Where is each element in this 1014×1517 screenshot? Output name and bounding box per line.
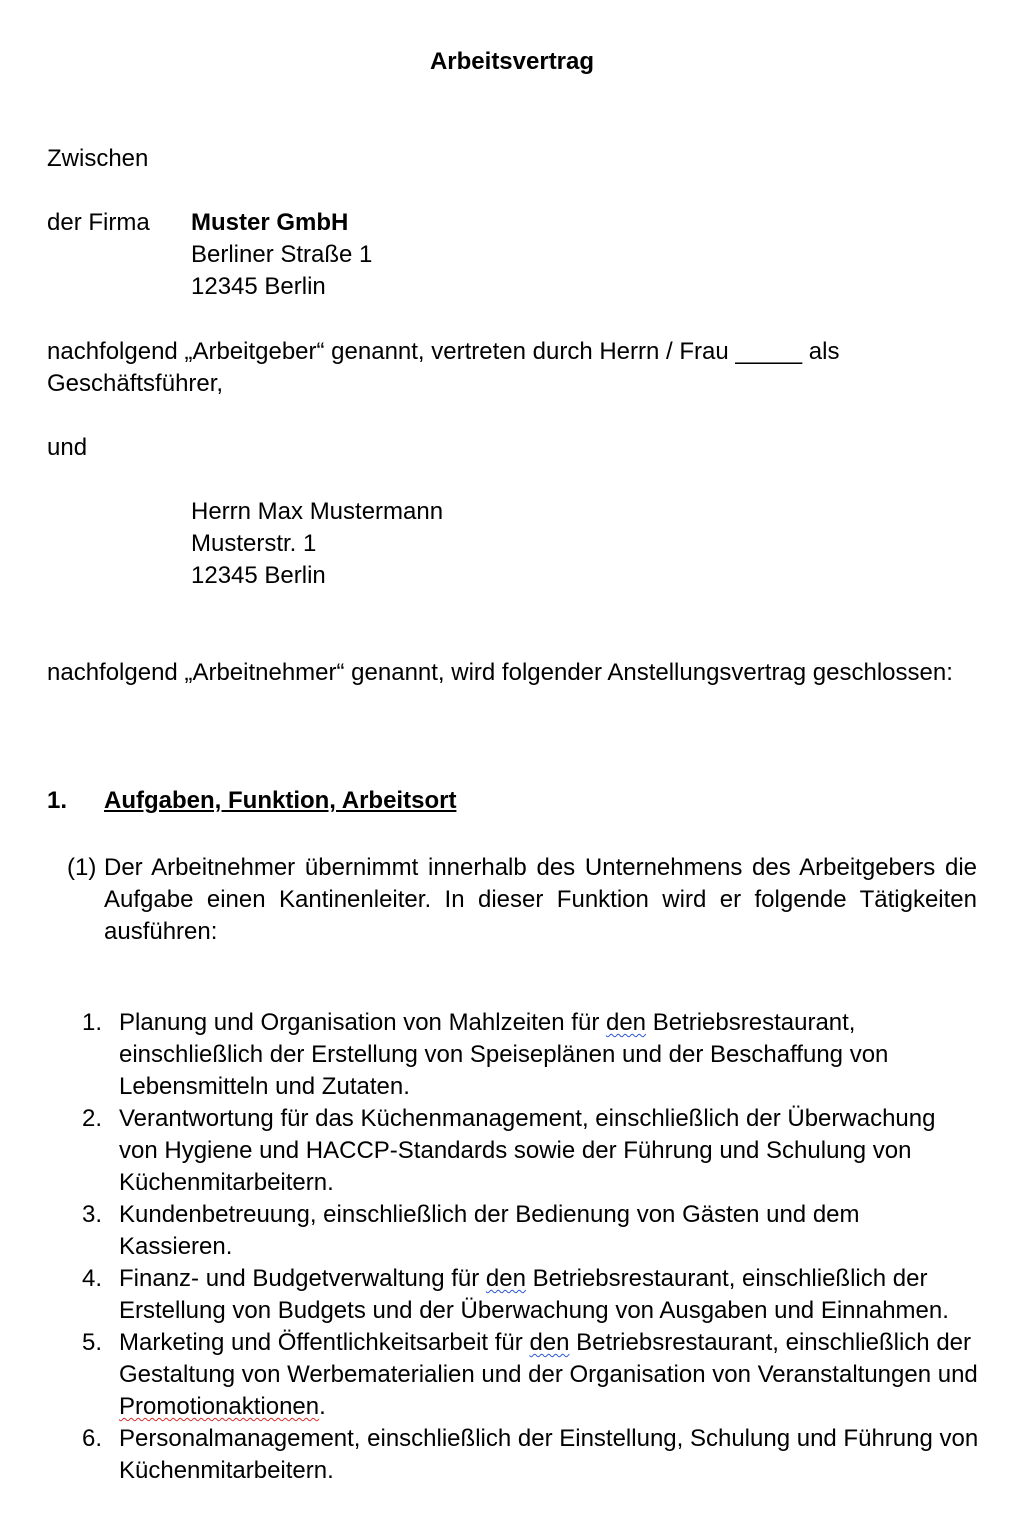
employer-clause-line1: nachfolgend „Arbeitgeber“ genannt, vertreten durch Herrn / Frau _____ als [47, 338, 840, 365]
list-item-number: 4. [82, 1265, 103, 1292]
and-label: und [47, 434, 88, 461]
list-item-text: Finanz- und Budgetverwaltung für [119, 1265, 486, 1292]
list-item [0, 1007, 979, 1103]
list-item-text: . [319, 1393, 326, 1420]
list-item-number: 2. [82, 1105, 103, 1132]
list-item [0, 1327, 979, 1423]
list-item [0, 1103, 979, 1199]
section-title: Aufgaben, Funktion, Arbeitsort [104, 787, 457, 814]
employee-street: Musterstr. 1 [191, 530, 317, 557]
list-item [0, 1263, 979, 1327]
list-item-text: Verantwortung für das Küchenmanagement, einschließlich der Überwachung von Hygiene und HACCP-Standards sowie der Führung und Schulung von Küchenmitarbeitern. [119, 1105, 936, 1196]
list-item-text: Betriebsrestaurant, einschließlich der Gestaltung von Werbematerialien und der Organisation von Veranstaltungen und [119, 1329, 978, 1388]
paragraph-number: (1) [67, 854, 97, 881]
employer-name: Muster GmbH [191, 209, 349, 236]
list-item-text: Planung und Organisation von Mahlzeiten für [119, 1009, 606, 1036]
grammar-flag-word[interactable]: den [529, 1329, 570, 1356]
employer-clause-line2: Geschäftsführer, [47, 370, 224, 397]
list-item [0, 1423, 979, 1487]
list-item-number: 3. [82, 1201, 103, 1228]
spelling-flag-word[interactable]: Promotionaktionen [119, 1393, 320, 1420]
employer-label: der Firma [47, 209, 150, 236]
task-list [0, 1007, 1014, 1487]
list-item [0, 1199, 979, 1263]
employer-city: 12345 Berlin [191, 273, 326, 300]
list-item-text: Betriebsrestaurant, einschließlich der Erstellung von Budgets und der Überwachung von Ausgaben und Einnahmen. [119, 1265, 949, 1324]
list-item-number: 1. [82, 1009, 103, 1036]
section-number: 1. [47, 787, 68, 814]
employee-name: Herrn Max Mustermann [191, 498, 444, 525]
between-label: Zwischen [47, 145, 149, 172]
list-item-text: Marketing und Öffentlichkeitsarbeit für [119, 1329, 530, 1356]
employee-city: 12345 Berlin [191, 562, 326, 589]
list-item-number: 6. [82, 1425, 103, 1452]
list-item-number: 5. [82, 1329, 103, 1356]
list-item-text: Kundenbetreuung, einschließlich der Bedienung von Gästen und dem Kassieren. [119, 1201, 860, 1260]
grammar-flag-word[interactable]: den [605, 1009, 647, 1036]
list-item-text: Personalmanagement, einschließlich der Einstellung, Schulung und Führung von Küchenmitarbeitern. [119, 1425, 979, 1484]
list-item-text: Betriebsrestaurant, einschließlich der Erstellung von Speiseplänen und der Beschaffung von Lebensmitteln und Zutaten. [119, 1009, 889, 1100]
employer-street: Berliner Straße 1 [191, 241, 373, 268]
paragraph-text: Der Arbeitnehmer übernimmt innerhalb des Unternehmens des Arbeitgebers die Aufgabe einen Kantinenleiter. In dieser Funktion wird er folgende Tätigkeiten ausführen: [104, 854, 977, 945]
document-title: Arbeitsvertrag [429, 48, 595, 75]
employee-clause: nachfolgend „Arbeitnehmer“ genannt, wird folgender Anstellungsvertrag geschlossen: [47, 659, 953, 686]
grammar-flag-word[interactable]: den [485, 1265, 526, 1292]
